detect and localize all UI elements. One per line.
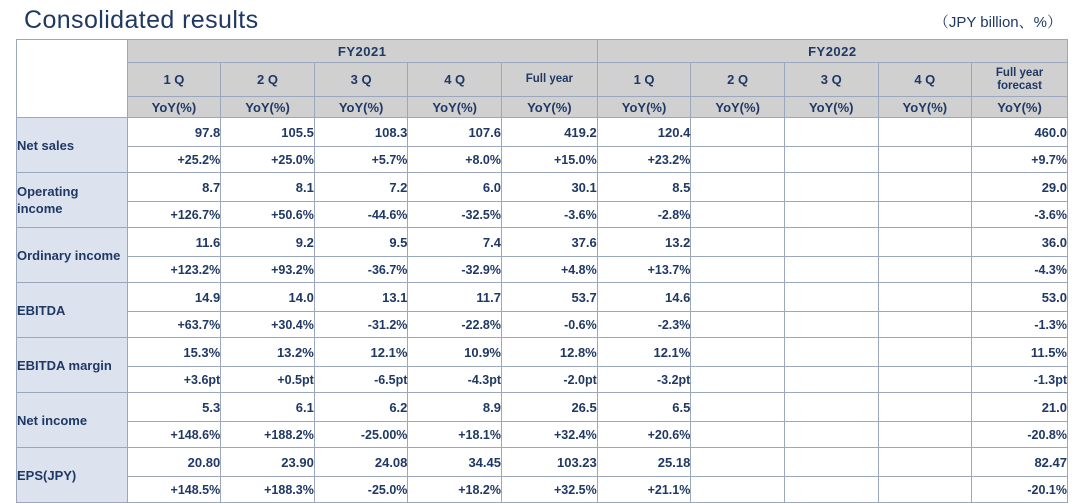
cell-value: 6.5 — [597, 393, 691, 422]
cell-value — [878, 338, 972, 367]
cell-value: 37.6 — [502, 228, 598, 257]
cell-value: 14.9 — [127, 283, 221, 312]
cell-yoy — [691, 367, 785, 393]
cell-yoy: -2.3% — [597, 312, 691, 338]
col-header-fy2021-4q: 4 Q — [408, 63, 502, 97]
cell-value — [691, 448, 785, 477]
table-row — [17, 338, 1068, 367]
cell-yoy — [691, 477, 785, 503]
cell-yoy: +18.1% — [408, 422, 502, 448]
col-header-fy2021-1q: 1 Q — [127, 63, 221, 97]
col-header-fy2022-4q: 4 Q — [878, 63, 972, 97]
cell-value: 29.0 — [972, 173, 1068, 202]
cell-yoy: -25.0% — [314, 477, 408, 503]
table-row-yoy — [17, 477, 1068, 503]
cell-value: 6.2 — [314, 393, 408, 422]
cell-value: 26.5 — [502, 393, 598, 422]
cell-value: 11.6 — [127, 228, 221, 257]
cell-yoy — [878, 257, 972, 283]
cell-value — [878, 393, 972, 422]
cell-value: 108.3 — [314, 118, 408, 147]
cell-yoy: +5.7% — [314, 147, 408, 173]
cell-yoy: +188.3% — [221, 477, 315, 503]
cell-yoy: -32.5% — [408, 202, 502, 228]
cell-yoy — [878, 147, 972, 173]
cell-yoy: +4.8% — [502, 257, 598, 283]
title-row — [14, 0, 1066, 39]
cell-yoy: +63.7% — [127, 312, 221, 338]
cell-yoy: -22.8% — [408, 312, 502, 338]
cell-yoy — [691, 147, 785, 173]
year-header-fy2021: FY2021 — [127, 40, 597, 63]
cell-value: 30.1 — [502, 173, 598, 202]
cell-yoy: -3.2pt — [597, 367, 691, 393]
cell-yoy: +21.1% — [597, 477, 691, 503]
yoy-header-fy2021-1q: YoY(%) — [127, 97, 221, 118]
row-label-ebitda: EBITDA — [17, 283, 128, 338]
cell-value — [878, 173, 972, 202]
cell-value: 8.7 — [127, 173, 221, 202]
cell-yoy — [784, 422, 878, 448]
cell-yoy: -0.6% — [502, 312, 598, 338]
cell-value — [878, 283, 972, 312]
cell-yoy: +15.0% — [502, 147, 598, 173]
cell-yoy: +23.2% — [597, 147, 691, 173]
cell-yoy: -3.6% — [972, 202, 1068, 228]
cell-yoy: -20.8% — [972, 422, 1068, 448]
cell-yoy — [784, 312, 878, 338]
cell-yoy: +20.6% — [597, 422, 691, 448]
header-row-quarters — [17, 63, 1068, 97]
cell-value: 97.8 — [127, 118, 221, 147]
cell-value — [784, 228, 878, 257]
header-row-yoy — [17, 97, 1068, 118]
cell-value: 8.1 — [221, 173, 315, 202]
cell-yoy: -3.6% — [502, 202, 598, 228]
cell-yoy: +9.7% — [972, 147, 1068, 173]
cell-yoy: -2.8% — [597, 202, 691, 228]
cell-value: 25.18 — [597, 448, 691, 477]
header-row-year — [17, 40, 1068, 63]
table-row — [17, 283, 1068, 312]
cell-yoy: +148.6% — [127, 422, 221, 448]
cell-value — [784, 283, 878, 312]
cell-value: 5.3 — [127, 393, 221, 422]
cell-yoy: +188.2% — [221, 422, 315, 448]
cell-yoy — [878, 422, 972, 448]
yoy-header-fy2021-4q: YoY(%) — [408, 97, 502, 118]
cell-yoy: +0.5pt — [221, 367, 315, 393]
cell-yoy: +25.0% — [221, 147, 315, 173]
cell-yoy — [878, 312, 972, 338]
cell-yoy — [784, 257, 878, 283]
cell-value: 36.0 — [972, 228, 1068, 257]
cell-value — [878, 448, 972, 477]
row-label-operating-income: Operating income — [17, 173, 128, 228]
cell-yoy: -2.0pt — [502, 367, 598, 393]
col-header-fy2021-2q: 2 Q — [221, 63, 315, 97]
cell-value: 12.1% — [597, 338, 691, 367]
cell-yoy — [691, 312, 785, 338]
cell-yoy — [878, 202, 972, 228]
cell-value: 10.9% — [408, 338, 502, 367]
cell-yoy — [691, 257, 785, 283]
cell-yoy: +32.4% — [502, 422, 598, 448]
cell-yoy: +93.2% — [221, 257, 315, 283]
cell-value: 13.2% — [221, 338, 315, 367]
col-header-fy2021-3q: 3 Q — [314, 63, 408, 97]
cell-yoy: -32.9% — [408, 257, 502, 283]
col-header-fy2022-3q: 3 Q — [784, 63, 878, 97]
col-header-fy2022-full-year-forecast: Full year forecast — [972, 63, 1068, 97]
cell-value: 11.5% — [972, 338, 1068, 367]
yoy-header-fy2021-full-year: YoY(%) — [502, 97, 598, 118]
cell-yoy — [784, 477, 878, 503]
cell-yoy: -4.3% — [972, 257, 1068, 283]
cell-value: 11.7 — [408, 283, 502, 312]
unit-note: （JPY billion、%） — [933, 14, 1062, 31]
cell-yoy: +30.4% — [221, 312, 315, 338]
table-row — [17, 173, 1068, 202]
cell-value: 7.4 — [408, 228, 502, 257]
cell-value — [878, 228, 972, 257]
cell-value: 9.5 — [314, 228, 408, 257]
cell-value: 8.5 — [597, 173, 691, 202]
cell-value — [691, 338, 785, 367]
cell-value: 20.80 — [127, 448, 221, 477]
cell-value: 107.6 — [408, 118, 502, 147]
cell-yoy: +32.5% — [502, 477, 598, 503]
cell-value: 13.2 — [597, 228, 691, 257]
cell-value: 23.90 — [221, 448, 315, 477]
table-row — [17, 393, 1068, 422]
cell-value: 6.0 — [408, 173, 502, 202]
cell-value: 53.7 — [502, 283, 598, 312]
cell-value — [784, 448, 878, 477]
table-row — [17, 118, 1068, 147]
col-header-fy2022-1q: 1 Q — [597, 63, 691, 97]
cell-value: 12.1% — [314, 338, 408, 367]
cell-yoy: +18.2% — [408, 477, 502, 503]
cell-yoy — [878, 477, 972, 503]
cell-value: 120.4 — [597, 118, 691, 147]
cell-yoy: -1.3pt — [972, 367, 1068, 393]
table-row-yoy — [17, 312, 1068, 338]
cell-value: 460.0 — [972, 118, 1068, 147]
page-title: Consolidated results — [24, 6, 259, 34]
yoy-header-fy2021-3q: YoY(%) — [314, 97, 408, 118]
consolidated-results-table — [16, 39, 1068, 503]
cell-yoy: +123.2% — [127, 257, 221, 283]
cell-yoy: +148.5% — [127, 477, 221, 503]
cell-value — [784, 393, 878, 422]
row-label-ordinary-income: Ordinary income — [17, 228, 128, 283]
row-label-eps: EPS(JPY) — [17, 448, 128, 503]
table-row — [17, 228, 1068, 257]
yoy-header-fy2022-1q: YoY(%) — [597, 97, 691, 118]
cell-value — [784, 173, 878, 202]
cell-value: 15.3% — [127, 338, 221, 367]
cell-value: 14.6 — [597, 283, 691, 312]
table-row-yoy — [17, 422, 1068, 448]
yoy-header-fy2022-full-year-forecast: YoY(%) — [972, 97, 1068, 118]
table-row-yoy — [17, 367, 1068, 393]
row-label-ebitda-margin: EBITDA margin — [17, 338, 128, 393]
table-row — [17, 448, 1068, 477]
cell-value — [691, 228, 785, 257]
cell-value: 8.9 — [408, 393, 502, 422]
cell-value: 14.0 — [221, 283, 315, 312]
table-row-yoy — [17, 147, 1068, 173]
cell-value: 21.0 — [972, 393, 1068, 422]
cell-yoy — [691, 422, 785, 448]
cell-value: 6.1 — [221, 393, 315, 422]
row-label-net-sales: Net sales — [17, 118, 128, 173]
year-header-fy2022: FY2022 — [597, 40, 1067, 63]
table-body — [17, 118, 1068, 503]
cell-value — [691, 393, 785, 422]
cell-yoy — [784, 202, 878, 228]
cell-yoy — [878, 367, 972, 393]
cell-value — [691, 283, 785, 312]
cell-value: 13.1 — [314, 283, 408, 312]
cell-value — [691, 173, 785, 202]
cell-value — [784, 118, 878, 147]
cell-value — [878, 118, 972, 147]
cell-value: 103.23 — [502, 448, 598, 477]
table-row-yoy — [17, 257, 1068, 283]
table-header — [17, 40, 1068, 118]
yoy-header-fy2022-2q: YoY(%) — [691, 97, 785, 118]
cell-yoy: +25.2% — [127, 147, 221, 173]
cell-value — [784, 338, 878, 367]
cell-value — [691, 118, 785, 147]
cell-yoy: -44.6% — [314, 202, 408, 228]
col-header-fy2021-full-year: Full year — [502, 63, 598, 97]
cell-value: 53.0 — [972, 283, 1068, 312]
cell-yoy: -20.1% — [972, 477, 1068, 503]
cell-value: 7.2 — [314, 173, 408, 202]
yoy-header-fy2022-4q: YoY(%) — [878, 97, 972, 118]
cell-value: 24.08 — [314, 448, 408, 477]
cell-yoy: +3.6pt — [127, 367, 221, 393]
cell-yoy: -4.3pt — [408, 367, 502, 393]
cell-yoy — [691, 202, 785, 228]
cell-yoy — [784, 367, 878, 393]
cell-yoy: +50.6% — [221, 202, 315, 228]
corner-blank-cell — [17, 40, 128, 118]
cell-yoy: +126.7% — [127, 202, 221, 228]
cell-yoy: -25.00% — [314, 422, 408, 448]
cell-yoy — [784, 147, 878, 173]
row-label-net-income: Net income — [17, 393, 128, 448]
cell-yoy: -6.5pt — [314, 367, 408, 393]
col-header-fy2022-2q: 2 Q — [691, 63, 785, 97]
table-row-yoy — [17, 202, 1068, 228]
cell-yoy: -36.7% — [314, 257, 408, 283]
cell-yoy: -1.3% — [972, 312, 1068, 338]
cell-yoy: -31.2% — [314, 312, 408, 338]
cell-value: 419.2 — [502, 118, 598, 147]
cell-yoy: +8.0% — [408, 147, 502, 173]
cell-yoy: +13.7% — [597, 257, 691, 283]
yoy-header-fy2021-2q: YoY(%) — [221, 97, 315, 118]
yoy-header-fy2022-3q: YoY(%) — [784, 97, 878, 118]
cell-value: 12.8% — [502, 338, 598, 367]
cell-value: 9.2 — [221, 228, 315, 257]
cell-value: 105.5 — [221, 118, 315, 147]
cell-value: 82.47 — [972, 448, 1068, 477]
cell-value: 34.45 — [408, 448, 502, 477]
